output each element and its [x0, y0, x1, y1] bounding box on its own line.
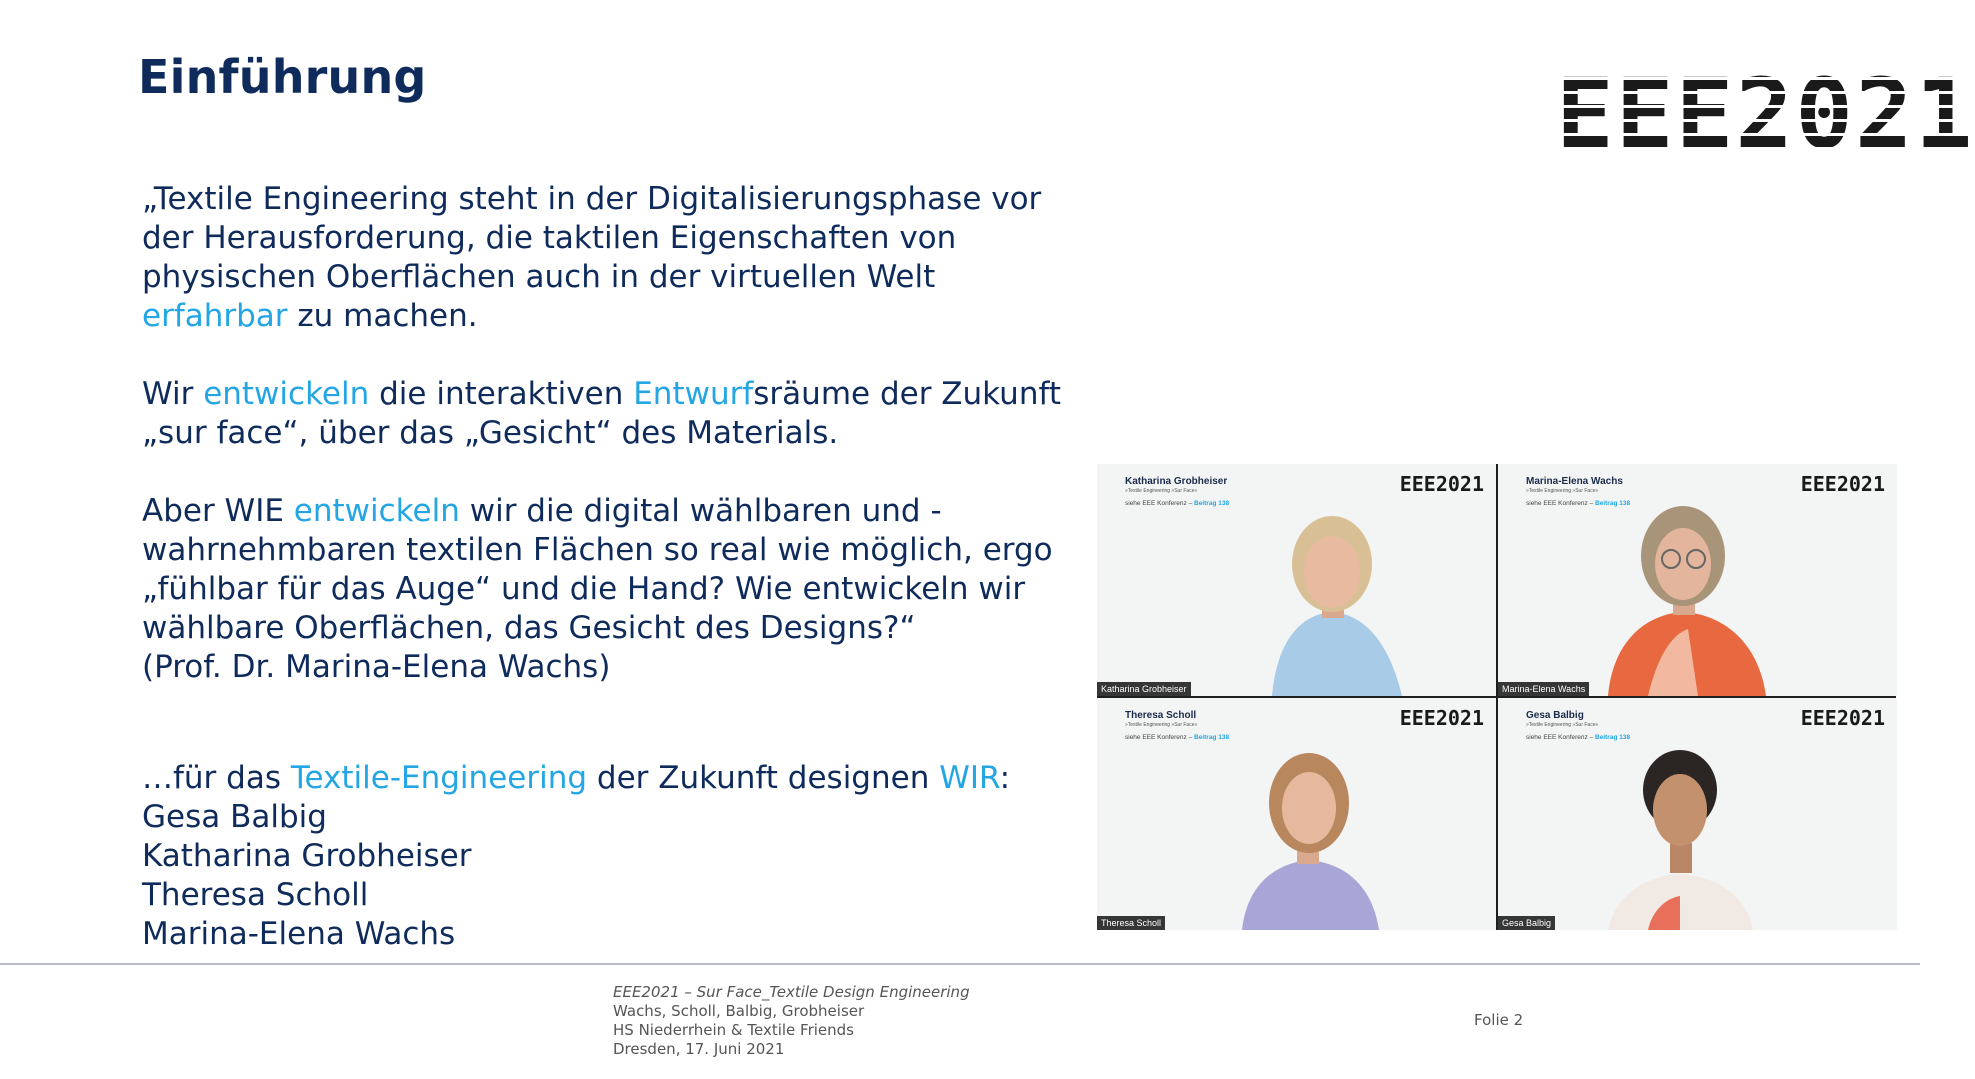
team-member: Marina-Elena Wachs — [142, 916, 456, 952]
eee2021-logo: EEE2021 — [1556, 58, 1975, 170]
participant-name-label: Gesa Balbig — [1498, 916, 1555, 930]
tile-subtitle: »Textile Engineering »Sur Face« — [1125, 488, 1198, 494]
footer-authors: Wachs, Scholl, Balbig, Grobheiser — [613, 1002, 865, 1020]
tile-name: Gesa Balbig — [1526, 710, 1584, 721]
tile-logo: EEE2021 — [1399, 472, 1484, 496]
tile-subtitle: »Textile Engineering »Sur Face« — [1526, 488, 1599, 494]
tile-reference: siehe EEE Konferenz – Beitrag 138 — [1526, 500, 1631, 507]
video-tile-katharina[interactable] — [1097, 464, 1496, 696]
tile-name: Theresa Scholl — [1125, 710, 1197, 721]
quote-paragraph-2: Wir entwickeln die interaktiven Entwurfsräume der Zukunft „sur face“, über das „Gesicht“ des Materials. — [142, 376, 1061, 451]
highlight-word: entwickeln — [293, 493, 460, 529]
footer-divider — [0, 963, 1920, 965]
tile-logo: EEE2021 — [1800, 706, 1885, 730]
highlight-word: WIR — [939, 760, 1000, 796]
tile-name: Marina-Elena Wachs — [1526, 476, 1623, 487]
tile-subtitle: »Textile Engineering »Sur Face« — [1125, 722, 1198, 728]
slide-number: Folie 2 — [1474, 1011, 1524, 1029]
tile-reference: siehe EEE Konferenz – Beitrag 138 — [1125, 734, 1230, 741]
team-intro: …für das Textile-Engineering der Zukunft designen WIR: — [142, 760, 1011, 796]
quote-attribution: (Prof. Dr. Marina-Elena Wachs) — [142, 649, 611, 685]
team-member: Katharina Grobheiser — [142, 838, 472, 874]
video-tile-gesa[interactable] — [1498, 698, 1897, 930]
slide-title: Einführung — [138, 50, 427, 104]
tile-reference: siehe EEE Konferenz – Beitrag 138 — [1125, 500, 1230, 507]
highlight-word: Textile-Engineering — [290, 760, 588, 796]
tile-logo: EEE2021 — [1399, 706, 1484, 730]
slide-footer — [613, 983, 970, 1059]
slide-body — [142, 180, 1082, 954]
quote-paragraph-3: Aber WIE entwickeln wir die digital wählbaren und -wahrnehmbaren textilen Flächen so real wie möglich, ergo „fühlbar für das Auge“ und die Hand? Wie entwickeln wir wählbare Oberflächen, das Gesicht des Designs?“ — [142, 493, 1053, 646]
team-member: Gesa Balbig — [142, 799, 327, 835]
highlight-word: entwickeln — [203, 376, 370, 412]
participant-name-label: Katharina Grobheiser — [1097, 682, 1191, 696]
tile-name: Katharina Grobheiser — [1125, 476, 1228, 487]
quote-paragraph-1: „Textile Engineering steht in der Digitalisierungsphase vor der Herausforderung, die taktilen Eigenschaften von physischen Oberflächen auch in der virtuellen Welt erfahrbar zu machen. — [142, 181, 1042, 334]
participant-name-label: Marina-Elena Wachs — [1498, 682, 1589, 696]
video-tile-marina[interactable] — [1498, 464, 1897, 696]
highlight-word: Entwurf — [633, 376, 754, 412]
participant-name-label: Theresa Scholl — [1097, 916, 1165, 930]
team-member: Theresa Scholl — [142, 877, 369, 913]
team-list — [142, 798, 1082, 954]
tile-subtitle: »Textile Engineering »Sur Face« — [1526, 722, 1599, 728]
tile-logo: EEE2021 — [1800, 472, 1885, 496]
tile-reference: siehe EEE Konferenz – Beitrag 138 — [1526, 734, 1631, 741]
footer-event-title: EEE2021 – Sur Face_Textile Design Engineering — [613, 983, 970, 1001]
footer-date: Dresden, 17. Juni 2021 — [613, 1040, 785, 1058]
footer-institution: HS Niederrhein & Textile Friends — [613, 1021, 854, 1039]
video-tile-theresa[interactable] — [1097, 698, 1496, 930]
video-conference-grid — [1097, 464, 1896, 930]
highlight-word: erfahrbar — [142, 298, 288, 334]
